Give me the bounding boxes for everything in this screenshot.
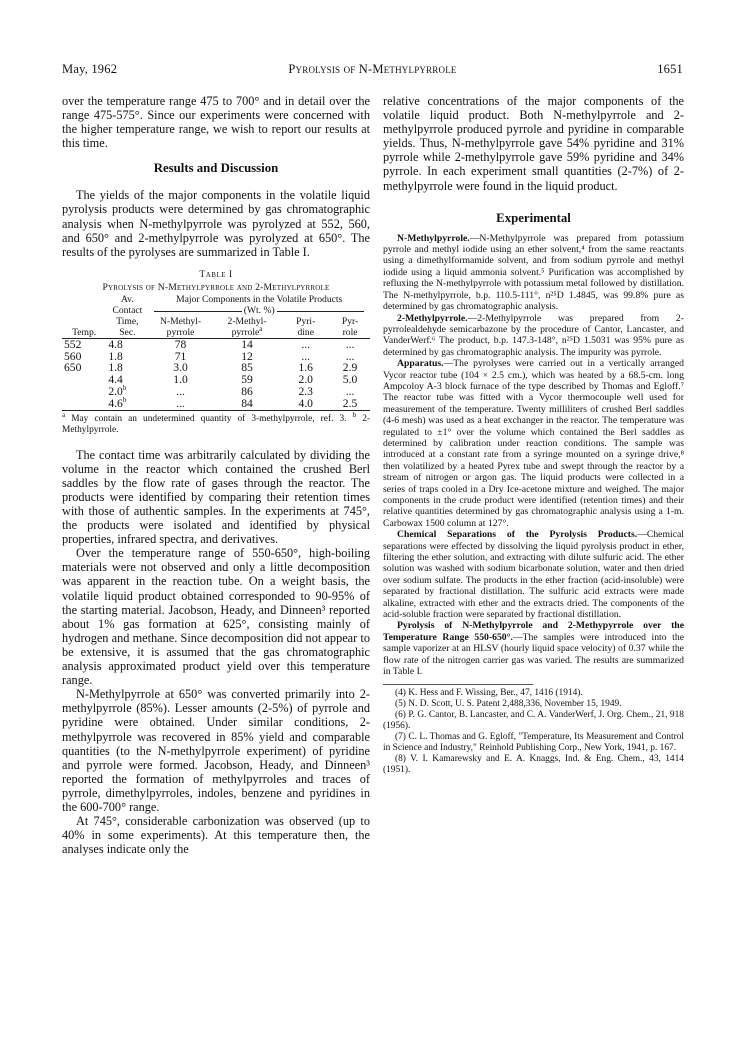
cell-time-value: 4.4 [108,373,123,387]
cell-pyd-value: 2.0 [298,373,313,387]
exp-apparatus-lead: Apparatus. [397,358,444,370]
table-body [62,338,370,409]
left-column [62,94,370,856]
exp-apparatus-text: —The pyrolyses were carried out in a vertically arranged Vycor reactor tube (104 × 2.5 cm.), which was heated by a 68.5-cm. long Ampcoloy A-3 block furnace of the type described by Thomas and Egloff.⁷ The reactor tube was fitted with a Vycor thermocouple well used for measurement of the temperature. Twenty milliliters of crushed Berl saddles (4-6 mesh) was used as a heat exchanger in the reactor. The temperature was regulated to ±1° over the volume which contained the Berl saddles as determined by calibration under reaction conditions. The sample was introduced at a constant rate from a syringe mounted on a syringe drive,⁸ then volatilized by a heated Pyrex tube and swept through the reactor by a stream of nitrogen or argon gas. The liquid products were collected in a series of traps cooled in a Dry Ice-acetone mixture and weighed. The major components in the crude product were identified (retention times) and their relative quantities determined by gas chromatographic analysis using a 1-m. Carbowax 1500 column at 127°. [383,358,684,529]
cell-nmp [148,398,212,410]
cell-pyr-value: ... [345,337,355,351]
cell-pyr-value: ... [345,385,355,399]
results-paragraph-1: The yields of the major components in the volatile liquid pyrolysis products were determined by gas chromatographic analysis when N-methylpyrrole was pyrolyzed at 552, 560, and 650° and 2-methylpyrrole was pyrolyzed at 650°. The results of the pyrolyses are summarized in Table I. [62,188,370,259]
exp-chemical-separations [383,529,684,620]
cell-temp [62,374,106,386]
cell-temp [62,398,106,410]
exp-chemical-separations-lead: Chemical Separations of the Pyrolysis Products. [397,529,638,541]
cell-pyd [281,398,330,410]
header-title: Pyrolysis of N-Methylpyrrole [288,62,457,76]
col-head-temp: Temp. [62,327,106,339]
cell-temp-value: 560 [64,349,82,363]
cell-time [106,395,148,410]
page-number: 1651 [657,62,683,76]
results-paragraph-2: The contact time was arbitrarily calculated by dividing the volume in the reactor which contained the crushed Berl saddles by the flow rate of gases through the reactor. The products were identified by comparing their retention times with those of authentic samples. In the experiments at 745°, the products were isolated and identified by physical properties, infrared spectra, and derivatives. [62,447,370,547]
results-paragraph-5: At 745°, considerable carbonization was observed (up to 40% in some experiments). At this temperature then, the analyses indicate only the [62,814,370,857]
col-head-av: Av. [120,293,134,305]
results-heading: Results and Discussion [153,161,279,176]
footnote-b-mark: b [352,410,357,419]
cell-nmp-value: ... [176,396,185,410]
col-head-time: Time, [116,315,139,327]
cell-temp-value: 552 [64,337,82,351]
exp-pyrolysis-lead: Pyrolysis of N-Methylpyrrole and 2-Methypyrrole over the Temperature Range 550-650°. [383,620,684,643]
cell-pyd-value: 4.0 [298,396,313,410]
cell-nmp-value: 71 [174,349,187,363]
reference-item: (7) C. L. Thomas and G. Egloff, "Temperature, Its Measurement and Control in Science and Industry," Reinhold Publishing Corp., New York, 1941, p. 167. [383,731,684,753]
running-header [62,62,683,78]
cell-mp-value: 59 [241,373,253,387]
exp-2-methylpyrrole-text: —2-Methylpyrrole was prepared from 2-pyrrolealdehyde semicarbazone by the procedure of Cantor, Lancaster, and VanderWerf.⁶ The product, b.p. 147.3-148°, n²⁵D 1.5031 was 95% pure as determined by gas chromatographic analysis. The impurity was pyrrole. [383,312,684,358]
cell-pyr-value: 2.9 [342,361,358,375]
exp-2-methylpyrrole-lead: 2-Methylpyrrole. [397,312,468,324]
cell-temp-value: 650 [64,361,82,375]
cell-time-footnote-mark: b [122,384,127,393]
col-head-mp-sup: a [259,324,263,333]
references-list [383,688,684,776]
table-row [62,398,370,410]
col-head-pyr-1: Pyr- [341,315,359,327]
cell-pyd-value: ... [301,337,311,351]
reference-item: (4) K. Hess and F. Wissing, Ber., 47, 1416 (1914). [395,687,583,698]
table-grid [62,294,370,410]
cell-time-value: 1.8 [108,349,123,363]
cell-mp [213,398,282,410]
footnote-a-mark: a [62,410,66,419]
cell-pyd-value: ... [301,349,311,363]
col-group-units: (Wt. %) [243,304,275,316]
reference-item: (5) N. D. Scott, U. S. Patent 2,488,336, November 15, 1949. [395,698,622,709]
cell-time-value: 1.8 [108,361,123,375]
exp-n-methylpyrrole-lead: N-Methylpyrrole. [397,232,470,244]
results-continuation: relative concentrations of the major components of the volatile liquid product. Both N-methylpyrrole and 2-methylpyrrole produced pyrrole and pyridine in comparable yields. Thus, N-methylpyrrole gave 54% pyridine and 31% pyrrole while 2-methylpyrrole gave 59% pyridine and 34% pyrrole. In each experiment small quantities (2-7%) of 2-methylpyrrole were found in the liquid product. [383,94,684,193]
cell-time-footnote-mark: b [122,395,127,404]
cell-pyd-value: 2.3 [298,385,313,399]
cell-mp-value: 85 [241,361,253,375]
cell-pyr [330,398,370,410]
cell-mp-value: 84 [241,396,253,410]
exp-2-methylpyrrole [383,313,684,359]
right-column [383,94,684,776]
col-head-nmp-1: N-Methyl- [160,315,202,327]
cell-nmp-value: ... [176,385,185,399]
exp-n-methylpyrrole [383,233,684,313]
col-head-pyd-1: Pyri- [296,315,316,327]
cell-mp-value: 14 [241,337,253,351]
experimental-heading: Experimental [496,210,571,225]
col-head-nmp-2: pyrrole [148,327,212,339]
reference-item: (6) P. G. Cantor, B. Lancaster, and C. A. VanderWerf, J. Org. Chem., 21, 918 (1956). [383,709,684,731]
cell-mp-value: 86 [241,385,253,399]
intro-continuation: over the temperature range 475 to 700° and in detail over the range 475-575°. Since our experiments were concerned with the higher temperature range, we wish to report our results at this time. [62,94,370,151]
results-paragraph-3: Over the temperature range of 550-650°, high-boiling materials were not observed and only a little decomposition was apparent in the reaction tube. On a weight basis, the volatile liquid product obtained corresponded to 90-95% of the starting material. Jacobson, Heady, and Dinneen³ reported about 1% gas formation at 625°, consisting mainly of hydrogen and methane. Since decomposition did not appear to be extensive, it is assumed that the gas chromatographic analysis approximated product yield over this temperature range. [62,546,370,688]
col-head-pyr-2: role [330,327,370,339]
cell-temp [62,362,106,374]
cell-nmp-value: 1.0 [173,373,188,387]
exp-apparatus [383,358,684,529]
cell-time-value: 4.6 [108,396,123,410]
table-title: Pyrolysis of N-Methylpyrrole and 2-Methylpyrrole [102,281,330,293]
exp-n-methylpyrrole-text: —N-Methylpyrrole was prepared from potassium pyrrole and methyl iodide using an ether solvent,⁴ from the same reactants using a dimethylformamide solvent, and from sodium pyrrole and methyl iodide using a liquid ammonia solvent.⁵ Purification was accomplished by refluxing the N-methylpyrrole with potassium metal followed by distillation. The N-methylpyrrole, b.p. 110.5-111°, n²⁵D 1.4845, was 99.8% pure as determined by gas chromatographic analysis. [383,232,684,313]
cell-pyr-value: 5.0 [342,373,358,387]
cell-pyr-value: 2.5 [342,396,358,410]
col-head-sec: Sec. [106,327,148,339]
table-caption: Table I [199,268,233,280]
col-head-contact: Contact [112,304,143,316]
exp-pyrolysis-text: —The samples were introduced into the sample vaporizer at an HLSV (hourly liquid space velocity) of 0.37 while the flow rate of the nitrogen carrier gas was varied. The results are summarized in Table I. [383,631,685,678]
footnote-a: May contain an undetermined quantity of 3-methylpyrrole, ref. 3. [71,413,347,424]
cell-mp-value: 12 [241,349,253,363]
cell-temp [62,386,106,398]
reference-item: (8) V. I. Kamarewsky and E. A. Knaggs, Ind. & Eng. Chem., 43, 1414 (1951). [383,753,684,775]
cell-time-value: 2.0 [108,385,123,399]
table-1 [62,269,370,436]
cell-time-value: 4.8 [108,337,123,351]
col-head-pyd-2: dine [281,327,330,339]
table-footnotes [62,410,371,436]
cell-nmp-value: 3.0 [173,361,188,375]
exp-chemical-separations-text: —Chemical separations were effected by dissolving the liquid pyrolysis product in ether, filtering the ether solution, and extracting with dilute sulfuric acid. The ether solution was washed with sodium bicarbonate solution, water and then dried over sodium sulfate. The products in the ether fraction (acid-insoluble) were separated by fractional distillation. The sulfuric acid extracts were made alkaline, extracted with ether and the extracts dried. The components of the acid-soluble fraction were separated by fractional distillation. [383,529,684,621]
references-rule [383,684,533,685]
col-head-mp-2: pyrrole [231,326,260,338]
footnote-b: 2-Methylpyrrole. [62,413,371,435]
col-head-mp-1: 2-Methyl- [227,315,267,327]
cell-pyr-value: ... [345,349,355,363]
results-paragraph-4: N-Methylpyrrole at 650° was converted primarily into 2-methylpyrrole (85%). Lesser amounts (2-5%) of pyrrole and pyridine were obtained. Under similar conditions, 2-methylpyrrole was recovered in 85% yield and comparable quantities (to the N-methylpyrrole experiment) of pyridine and pyrrole were formed. Jacobson, Heady, and Dinneen³ reported the formation of methylpyrroles and traces of pyrrole, dimethylpyrroles, indoles, benzene and pyridines in the 600-700° range. [62,687,370,814]
col-group-head: Major Components in the Volatile Products [176,293,343,305]
cell-pyd-value: 1.6 [298,361,313,375]
header-date: May, 1962 [62,62,118,76]
cell-nmp-value: 78 [174,337,187,351]
exp-pyrolysis [383,620,684,677]
